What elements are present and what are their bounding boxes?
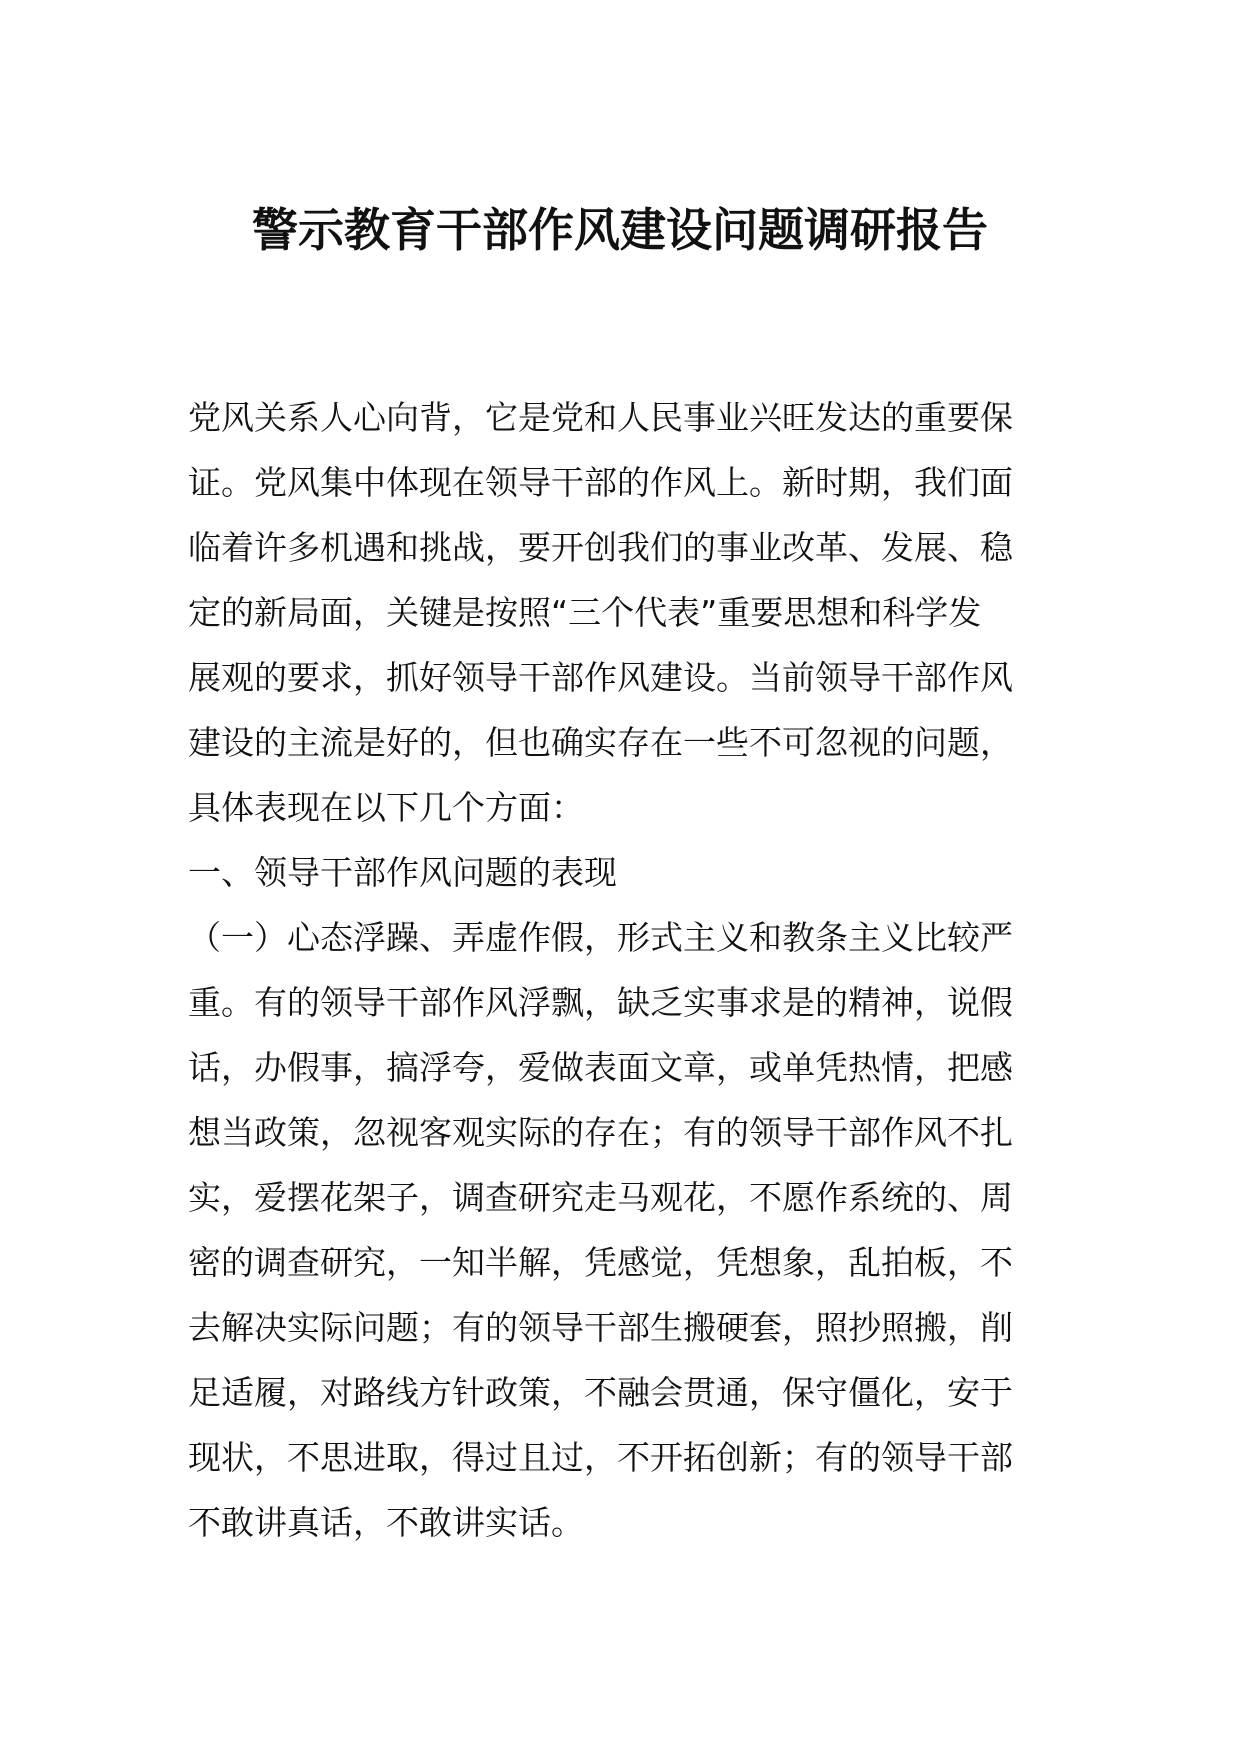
body-line: 实，爱摆花架子，调查研究走马观花，不愿作系统的、周	[188, 1178, 1013, 1217]
body-line: 重。有的领导干部作风浮飘，缺乏实事求是的精神，说假	[188, 983, 1013, 1022]
body-line: 不敢讲真话，不敢讲实话。	[188, 1503, 584, 1542]
body-line: 具体表现在以下几个方面：	[188, 788, 584, 827]
body-line: 建设的主流是好的，但也确实存在一些不可忽视的问题，	[188, 723, 1013, 762]
document-body	[188, 385, 1056, 1555]
body-line: 话，办假事，搞浮夸，爱做表面文章，或单凭热情，把感	[188, 1048, 1013, 1087]
section-heading: 一、领导干部作风问题的表现	[188, 853, 617, 892]
body-line: 定的新局面，关键是按照“三个代表”重要思想和科学发	[188, 593, 982, 632]
body-line: 党风关系人心向背，它是党和人民事业兴旺发达的重要保	[188, 398, 1013, 437]
body-line: 足适履，对路线方针政策，不融会贯通，保守僵化，安于	[188, 1373, 1013, 1412]
body-line: 临着许多机遇和挑战，要开创我们的事业改革、发展、稳	[188, 528, 1013, 567]
body-line: 密的调查研究，一知半解，凭感觉，凭想象，乱拍板，不	[188, 1243, 1013, 1282]
body-line: 证。党风集中体现在领导干部的作风上。新时期，我们面	[188, 463, 1013, 502]
document-title: 警示教育干部作风建设问题调研报告	[252, 203, 988, 257]
body-line: 想当政策，忽视客观实际的存在；有的领导干部作风不扎	[188, 1113, 1013, 1152]
body-line: 去解决实际问题；有的领导干部生搬硬套，照抄照搬，削	[188, 1308, 1013, 1347]
subsection-heading: （一）心态浮躁、弄虚作假，形式主义和教条主义比较严	[188, 918, 1013, 957]
body-line: 展观的要求，抓好领导干部作风建设。当前领导干部作风	[188, 658, 1013, 697]
body-line: 现状，不思进取，得过且过，不开拓创新；有的领导干部	[188, 1438, 1013, 1477]
